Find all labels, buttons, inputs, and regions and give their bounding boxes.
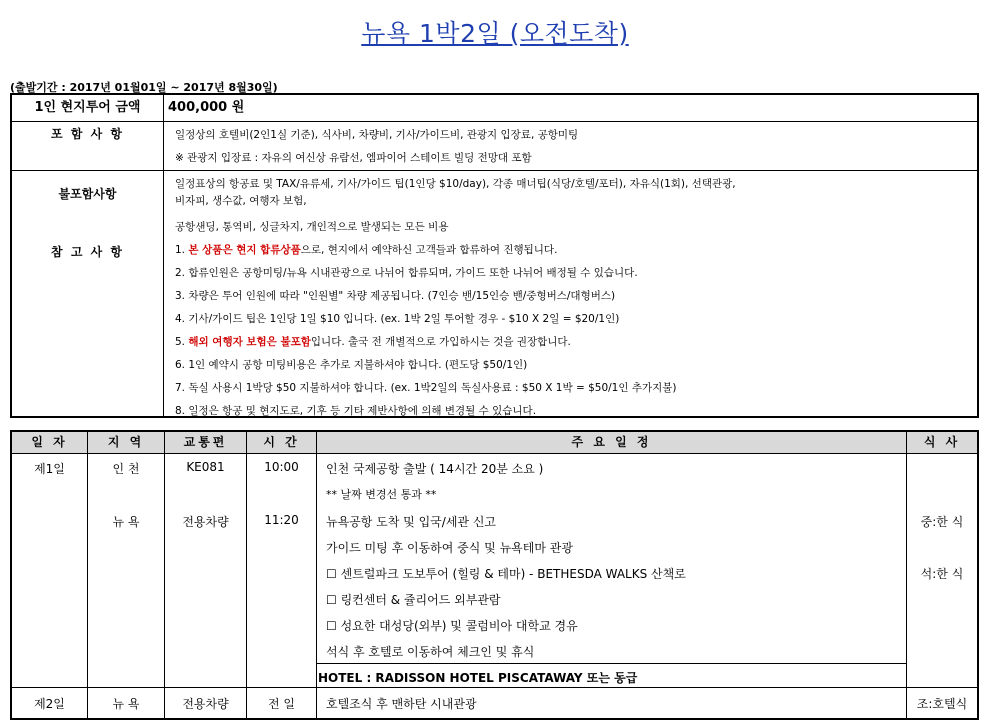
excluded-line-2: 비자피, 생수값, 여행자 보험, <box>175 195 307 207</box>
note-5-text: 입니다. 출국 전 개별적으로 가입하시는 것을 권장합니다. <box>310 336 571 348</box>
note-8: 8. 일정은 항공 및 현지도로, 기후 등 기타 제반사항에 의해 변경될 수 있습니다. <box>175 405 537 417</box>
header-transport: 교통편 <box>183 435 228 449</box>
excluded-label: 불포함사항 <box>58 187 117 201</box>
day1-place-2: 뉴 욕 <box>112 515 140 529</box>
day2-meal: 조:호텔식 <box>916 697 968 711</box>
day2-place: 뉴 욕 <box>112 697 140 711</box>
note-1 <box>175 242 557 257</box>
day1-hotel: HOTEL : RADISSON HOTEL PISCATAWAY 또는 동급 <box>318 671 638 685</box>
day1-schedule-4: 가이드 미팅 후 이동하여 중식 및 뉴욕테마 관광 <box>326 541 573 555</box>
price-label: 1인 현지투어 금액 <box>12 95 164 121</box>
note-5-num: 5. <box>175 336 189 348</box>
day1-schedule-3: 뉴욕공항 도착 및 입국/세관 신고 <box>326 515 496 529</box>
day1-meal-dinner: 석:한 식 <box>920 567 964 581</box>
note-2: 2. 합류인원은 공항미팅/뉴욕 시내관광으로 나뉘어 합류되며, 가이드 또한 나뉘어 배정될 수 있습니다. <box>175 267 638 279</box>
day2-label: 제2일 <box>34 697 65 711</box>
included-line-1: 일정상의 호텔비(2인1실 기준), 식사비, 차량비, 기사/가이드비, 관광지 입장료, 공항미팅 <box>175 129 579 141</box>
notes-label: 참 고 사 항 <box>51 245 124 259</box>
day1-meal-lunch: 중:한 식 <box>920 515 964 529</box>
included-line-2: ※ 관광지 입장료 : 자유의 여신상 유람선, 엠파이어 스테이트 빌딩 전망대 포함 <box>175 152 532 164</box>
excluded-line-3: 공항샌딩, 통역비, 싱글차지, 개인적으로 발생되는 모든 비용 <box>175 221 449 233</box>
day2-time: 전 일 <box>268 697 295 711</box>
day1-transport-2: 전용차량 <box>182 515 229 529</box>
included-label-text: 포 함 사 항 <box>51 127 124 141</box>
note-3: 3. 차량은 투어 인원에 따라 "인원별" 차량 제공됩니다. (7인승 밴/15인승 밴/중형버스/대형버스) <box>175 290 616 302</box>
itinerary-header <box>12 432 977 454</box>
excluded-notes-content <box>165 171 977 416</box>
day1-schedule-5: ☐ 센트럴파크 도보투어 (힐링 & 테마) - BETHESDA WALKS 산책로 <box>326 567 686 581</box>
header-schedule: 주 요 일 정 <box>571 435 652 449</box>
price-amount: 400,000 원 <box>168 100 245 115</box>
included-row <box>12 122 977 171</box>
note-5 <box>175 334 571 349</box>
included-content <box>165 122 977 170</box>
excluded-notes-labels <box>12 171 164 416</box>
day1-schedule-7: ☐ 성요한 대성당(외부) 및 콜럼비아 대학교 경유 <box>326 619 578 633</box>
day1-schedule-8: 석식 후 호텔로 이동하여 체크인 및 휴식 <box>326 645 535 659</box>
note-1-highlight: 본 상품은 현지 합류상품 <box>188 244 301 256</box>
departure-period: (출발기간 : 2017년 01월01일 ~ 2017년 8월30일) <box>10 81 278 94</box>
day2-transport: 전용차량 <box>182 697 229 711</box>
day1-schedule-1: 인천 국제공항 출발 ( 14시간 20분 소요 ) <box>326 462 544 476</box>
hotel-divider <box>316 663 907 664</box>
itinerary-table <box>10 430 979 720</box>
day1-transport-1: KE081 <box>186 460 225 474</box>
day1-time-2: 11:20 <box>264 513 299 527</box>
price-value <box>165 95 977 121</box>
excluded-line-1: 일정표상의 항공료 및 TAX/유류세, 기사/가이드 팁(1인당 $10/day), 각종 매너팁(식당/호텔/포터), 자유식(1회), 선택관광, <box>175 178 736 190</box>
day1-place-1: 인 천 <box>112 462 140 476</box>
header-day: 일 자 <box>31 435 68 449</box>
note-1-num: 1. <box>175 244 189 256</box>
col-divider <box>246 432 247 718</box>
included-label <box>12 122 164 170</box>
note-7: 7. 독실 사용시 1박당 $50 지불하셔야 합니다. (ex. 1박2일의 독실사용료 : $50 X 1박 = $50/1인 추가지불) <box>175 382 677 394</box>
col-divider <box>316 432 317 718</box>
day1-schedule-6: ☐ 링컨센터 & 쥴리어드 외부관람 <box>326 593 501 607</box>
tour-info-table <box>10 93 979 418</box>
price-row <box>12 95 977 122</box>
note-5-highlight: 해외 여행자 보험은 불포함 <box>188 336 311 348</box>
day-divider <box>12 687 977 688</box>
header-place: 지 역 <box>107 435 145 449</box>
header-time: 시 간 <box>263 435 300 449</box>
note-6: 6. 1인 예약시 공항 미팅비용은 추가로 지불하셔야 합니다. (편도당 $50/1인) <box>175 359 528 371</box>
header-meal: 식 사 <box>923 435 961 449</box>
note-1-text: 으로, 현지에서 예약하신 고객들과 합류하여 진행됩니다. <box>300 244 558 256</box>
excluded-notes-row <box>12 171 977 416</box>
page-title: 뉴욕 1박2일 (오전도착) <box>361 19 629 48</box>
note-4: 4. 기사/가이드 팁은 1인당 1일 $10 입니다. (ex. 1박 2일 투어할 경우 - $10 X 2일 = $20/1인) <box>175 313 620 325</box>
day1-schedule-2: ** 날짜 변경선 통과 ** <box>326 488 437 501</box>
col-divider <box>164 432 165 718</box>
day2-schedule-1: 호텔조식 후 맨하탄 시내관광 <box>326 697 477 711</box>
day1-label: 제1일 <box>34 462 65 476</box>
day1-time-1: 10:00 <box>264 460 299 474</box>
